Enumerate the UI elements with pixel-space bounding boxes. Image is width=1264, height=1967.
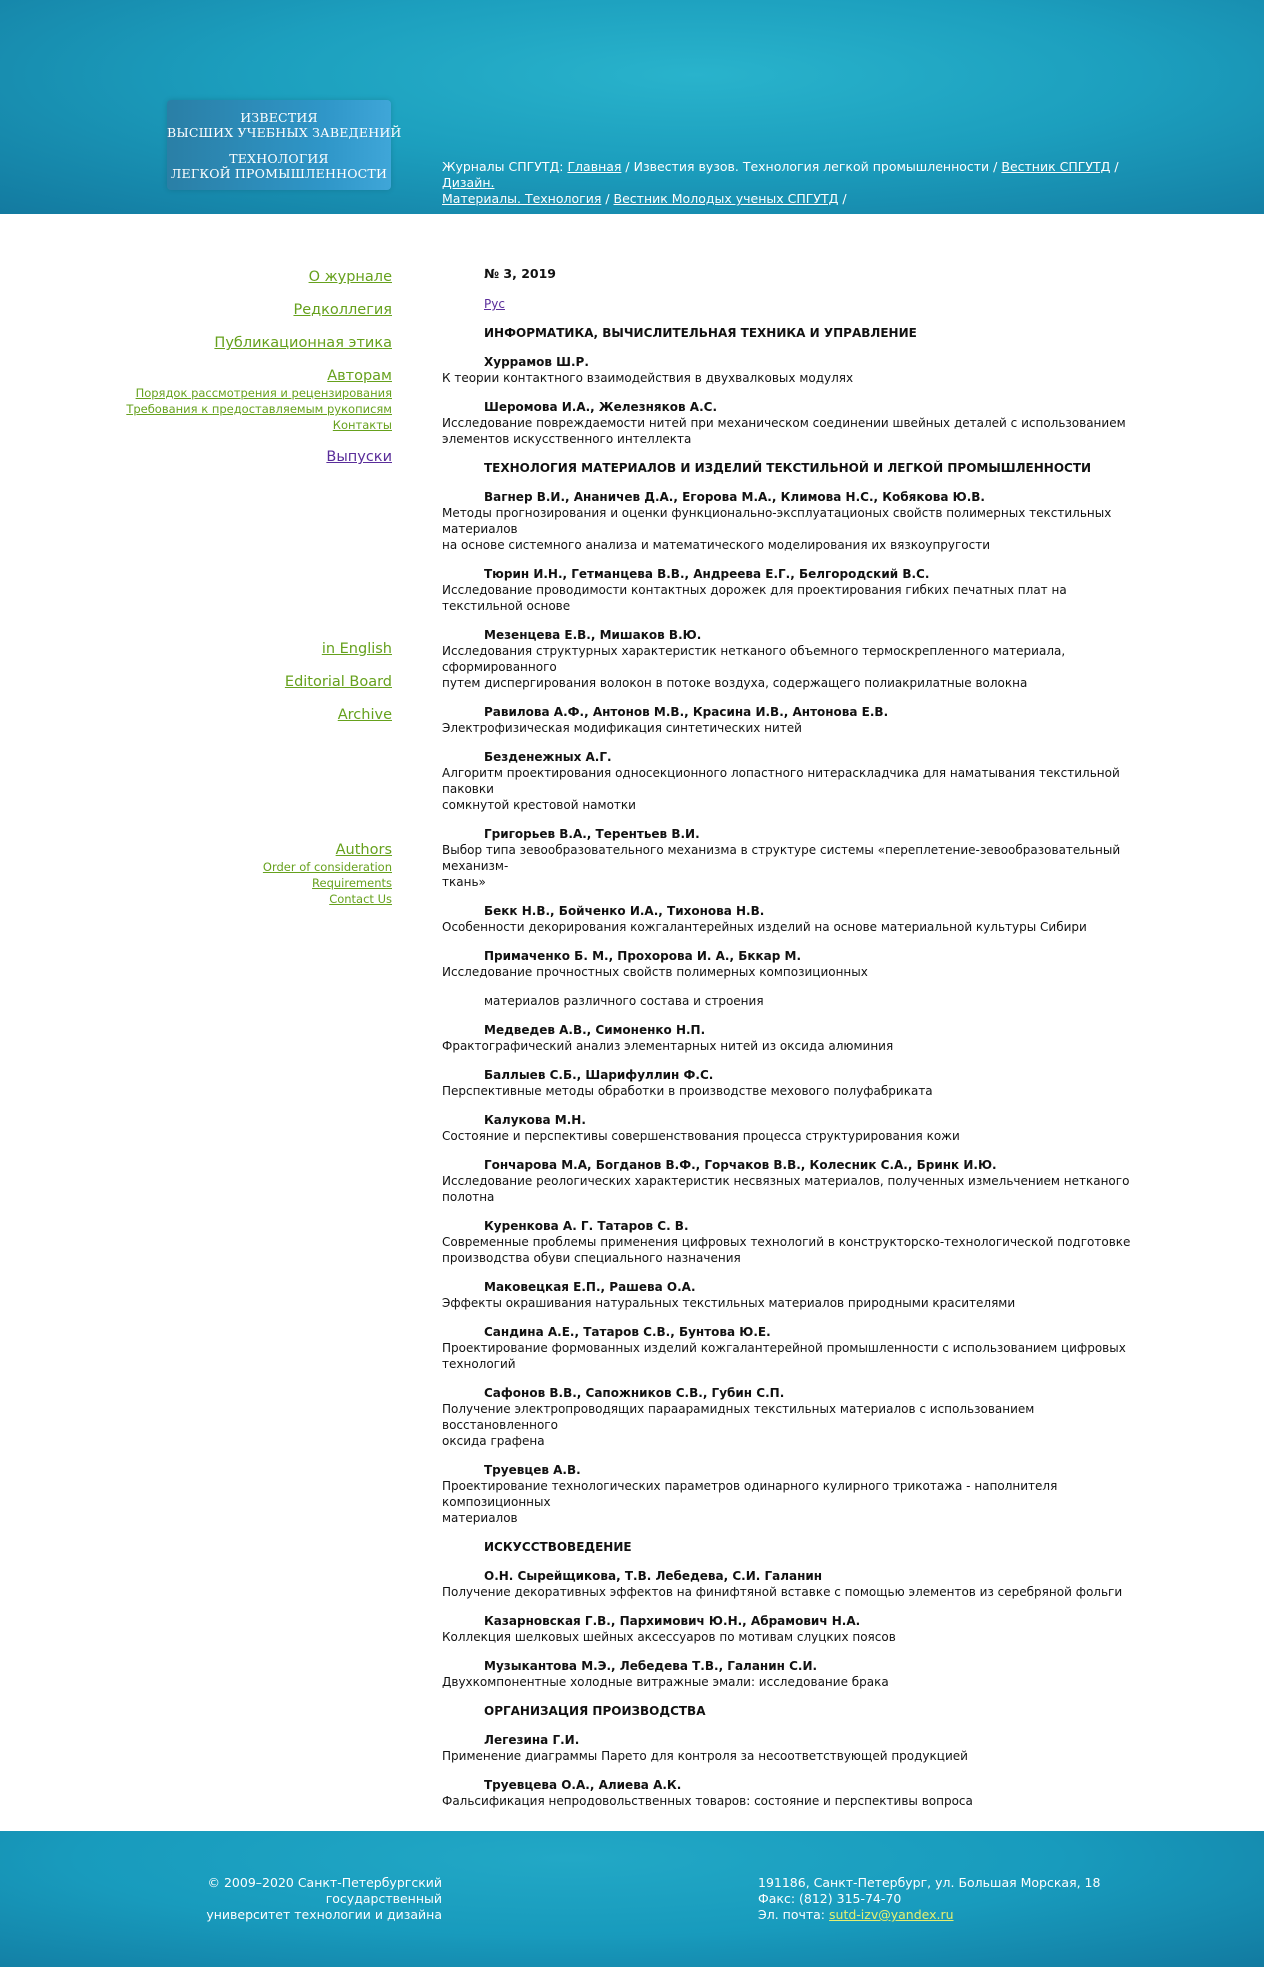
article-authors: Шеромова И.А., Железняков А.С. — [484, 400, 717, 414]
article-title[interactable]: Особенности декорирования кожгалантерейных изделий на основе материальной культуры Сибири — [442, 920, 1087, 934]
email-line: Эл. почта: sutd-izv@yandex.ru — [758, 1907, 954, 1922]
article-authors: Сафонов В.В., Сапожников С.В., Губин С.П. — [484, 1386, 785, 1400]
address: 191186, Санкт-Петербург, ул. Большая Морская, 18 — [758, 1875, 1101, 1890]
article-authors: Куренкова А. Г. Татаров С. В. — [484, 1219, 689, 1233]
issue-contents — [442, 266, 1142, 1850]
email-link[interactable]: sutd-izv@yandex.ru — [829, 1907, 954, 1922]
article-authors: Музыкантова М.Э., Лебедева Т.В., Галанин С.И. — [484, 1659, 818, 1673]
article-title[interactable]: оксида графена — [442, 1434, 545, 1448]
article-title[interactable]: Исследование прочностных свойств полимерных композиционных — [442, 965, 868, 979]
article-title[interactable]: Исследование повреждаемости нитей при механическом соединении швейных деталей с использованием — [442, 416, 1126, 430]
article-title[interactable]: Перспективные методы обработки в производстве мехового полуфабриката — [442, 1084, 933, 1098]
article-title[interactable]: на основе системного анализа и математического моделирования их вязкоупругости — [442, 538, 991, 552]
article-title[interactable]: Электрофизическая модификация синтетических нитей — [442, 721, 802, 735]
logo-line: ТЕХНОЛОГИЯ — [229, 151, 329, 166]
sidebar-item-requirements[interactable]: Требования к предоставляемым рукописям — [126, 402, 392, 416]
article-authors: Мезенцева Е.В., Мишаков В.Ю. — [484, 628, 702, 642]
contact-info — [758, 1875, 1158, 1923]
breadcrumb-vestnik-link[interactable]: Вестник СПГУТД — [1001, 159, 1111, 174]
logo-line: ВЫСШИХ УЧЕБНЫХ ЗАВЕДЕНИЙ — [167, 125, 402, 140]
section-heading: ИСКУССТВОВЕДЕНИЕ — [484, 1540, 632, 1554]
article-title[interactable]: Применение диаграммы Парето для контроля за несоответствующей продукцией — [442, 1749, 968, 1763]
logo-line: ИЗВЕСТИЯ — [240, 110, 318, 125]
article-title[interactable]: путем диспергирования волокон в потоке воздуха, содержащего полиакрилатные волокна — [442, 676, 1028, 690]
section-heading: ИНФОРМАТИКА, ВЫЧИСЛИТЕЛЬНАЯ ТЕХНИКА И УПРАВЛЕНИЕ — [484, 326, 917, 340]
breadcrumb-current: Известия вузов. Технология легкой промышленности — [633, 159, 990, 174]
article-authors: Вагнер В.И., Ананичев Д.А., Егорова М.А., Климова Н.С., Кобякова Ю.В. — [484, 490, 985, 504]
sidebar-item-editorial[interactable]: Редколлегия — [293, 302, 392, 318]
article-title[interactable]: Алгоритм проектирования односекционного лопастного нитераскладчика для наматывания текстильной паковки — [442, 766, 1120, 796]
article-title[interactable]: материалов — [442, 1511, 518, 1525]
article-title[interactable]: Фальсификация непродовольственных товаров: состояние и перспективы вопроса — [442, 1794, 973, 1808]
site-footer — [0, 1831, 1264, 1967]
sidebar-item-archive[interactable]: Archive — [337, 707, 392, 723]
article-title[interactable]: Исследование проводимости контактных дорожек для проектирования гибких печатных плат на текстильной основе — [442, 583, 1067, 613]
sections-list — [442, 325, 1142, 1822]
article-authors: Легезина Г.И. — [484, 1733, 580, 1747]
article-authors: Маковецкая Е.П., Рашева О.А. — [484, 1280, 696, 1294]
article-title[interactable]: Современные проблемы применения цифровых технологий в конструкторско-технологической подготовке — [442, 1235, 1131, 1249]
article-authors: Труевцева О.А., Алиева А.К. — [484, 1778, 682, 1792]
sidebar-item-ethics[interactable]: Публикационная этика — [214, 335, 392, 351]
article-title[interactable]: технологий — [442, 1357, 516, 1371]
journal-logo[interactable] — [167, 100, 402, 190]
article-title-continued[interactable]: материалов различного состава и строения — [484, 994, 764, 1008]
article-authors: Равилова А.Ф., Антонов М.В., Красина И.В., Антонова Е.В. — [484, 705, 889, 719]
fax: Факс: (812) 315-74-70 — [758, 1891, 902, 1906]
sidebar-item-issues[interactable]: Выпуски — [326, 449, 392, 465]
sidebar-item-requirements-en[interactable]: Requirements — [312, 876, 392, 890]
sidebar-item-english[interactable]: in English — [321, 641, 392, 657]
article-title[interactable]: Исследования структурных характеристик нетканого объемного термоскрепленного материала, сформированного — [442, 644, 1066, 674]
sidebar-item-about[interactable]: О журнале — [308, 269, 392, 285]
article-title[interactable]: Проектирование технологических параметров одинарного кулирного трикотажа - наполнителя композиционных — [442, 1479, 1058, 1509]
section-heading: ТЕХНОЛОГИЯ МАТЕРИАЛОВ И ИЗДЕЛИЙ ТЕКСТИЛЬНОЙ И ЛЕГКОЙ ПРОМЫШЛЕННОСТИ — [484, 461, 1092, 475]
article-title[interactable]: Коллекция шелковых шейных аксессуаров по мотивам слуцких поясов — [442, 1630, 896, 1644]
article-authors: Гончарова М.А, Богданов В.Ф., Горчаков В.В., Колесник С.А., Бринк И.Ю. — [484, 1158, 997, 1172]
breadcrumb-home-link[interactable]: Главная — [567, 159, 622, 174]
sidebar-nav — [0, 268, 392, 907]
article-title[interactable]: К теории контактного взаимодействия в двухвалковых модулях — [442, 371, 854, 385]
article-title[interactable]: Состояние и перспективы совершенствования процесса структурирования кожи — [442, 1129, 960, 1143]
sidebar-item-authors[interactable]: Авторам — [327, 368, 392, 384]
article-title[interactable]: Выбор типа зевообразовательного механизма в структуре системы «переплетение-зевообразовательный механизм- — [442, 843, 1121, 873]
sidebar-item-editorial-board[interactable]: Editorial Board — [284, 674, 392, 690]
article-title[interactable]: производства обуви специального назначения — [442, 1251, 741, 1265]
article-title[interactable]: Эффекты окрашивания натуральных текстильных материалов природными красителями — [442, 1296, 1016, 1310]
sidebar-item-review-order[interactable]: Порядок рассмотрения и рецензирования — [135, 386, 392, 400]
article-title[interactable]: Двухкомпонентные холодные витражные эмали: исследование брака — [442, 1675, 889, 1689]
article-authors: Хуррамов Ш.Р. — [484, 355, 589, 369]
article-title[interactable]: элементов искусственного интеллекта — [442, 432, 692, 446]
article-authors: Калукова М.Н. — [484, 1113, 586, 1127]
article-authors: Григорьев В.А., Терентьев В.И. — [484, 827, 700, 841]
article-title[interactable]: сомкнутой крестовой намотки — [442, 798, 636, 812]
logo-line: ЛЕГКОЙ ПРОМЫШЛЕННОСТИ — [170, 166, 388, 181]
article-title[interactable]: ткань» — [442, 875, 486, 889]
article-authors: О.Н. Сырейщикова, Т.В. Лебедева, С.И. Галанин — [484, 1569, 823, 1583]
language-ru-link[interactable]: Рус — [484, 297, 505, 311]
article-authors: Баллыев С.Б., Шарифуллин Ф.С. — [484, 1068, 714, 1082]
breadcrumb-design-link[interactable]: Дизайн. — [442, 175, 495, 190]
sidebar-item-authors-en[interactable]: Authors — [335, 842, 392, 858]
article-title[interactable]: Проектирование формованных изделий кожгалантерейной промышленности с использованием цифровых — [442, 1341, 1126, 1355]
article-authors: Сандина А.Е., Татаров С.В., Бунтова Ю.Е. — [484, 1325, 771, 1339]
article-authors: Примаченко Б. М., Прохорова И. А., Бккар М. — [484, 949, 802, 963]
copyright: © 2009–2020 Санкт-Петербургский государственный университет технологии и дизайна — [206, 1875, 442, 1922]
article-title[interactable]: Фрактографический анализ элементарных нитей из оксида алюминия — [442, 1039, 894, 1053]
sidebar-item-contacts[interactable]: Контакты — [332, 418, 392, 432]
section-heading: ОРГАНИЗАЦИЯ ПРОИЗВОДСТВА — [484, 1704, 706, 1718]
breadcrumb-design-link-cont[interactable]: Материалы. Технология — [442, 191, 602, 206]
article-authors: Тюрин И.Н., Гетманцева В.В., Андреева Е.Г., Белгородский В.С. — [484, 567, 930, 581]
article-authors: Труевцев А.В. — [484, 1463, 581, 1477]
article-title[interactable]: Получение декоративных эффектов на финифтяной вставке с помощью элементов из серебряной фольги — [442, 1585, 1123, 1599]
article-authors: Бекк Н.В., Бойченко И.А., Тихонова Н.В. — [484, 904, 765, 918]
article-title[interactable]: Методы прогнозирования и оценки функционально-эксплуатационых свойств полимерных текстильных материалов — [442, 506, 1112, 536]
breadcrumb-prefix: Журналы СПГУТД: — [442, 159, 564, 174]
article-authors: Безденежных А.Г. — [484, 750, 612, 764]
issue-number: № 3, 2019 — [484, 266, 556, 281]
article-authors: Медведев А.В., Симоненко Н.П. — [484, 1023, 706, 1037]
sidebar-item-contact-us[interactable]: Contact Us — [329, 892, 392, 906]
article-title[interactable]: Получение электропроводящих параарамидных текстильных материалов с использованием восстановленного — [442, 1402, 1035, 1432]
article-title[interactable]: Исследование реологических характеристик несвязных материалов, полученных измельчением нетканого полотна — [442, 1174, 1130, 1204]
site-header — [0, 0, 1264, 214]
article-authors: Казарновская Г.В., Пархимович Ю.Н., Абрамович Н.А. — [484, 1614, 861, 1628]
breadcrumb-young-scientists-link[interactable]: Вестник Молодых ученых СПГУТД — [613, 191, 839, 206]
breadcrumb: Журналы СПГУТД: Главная / Известия вузов. Технология легкой промышленности / Вестник СПГУТД / Дизайн. Материалы. Технология / Вестник Молодых ученых СПГУТД / — [442, 159, 1119, 206]
sidebar-item-order[interactable]: Order of consideration — [262, 860, 392, 874]
